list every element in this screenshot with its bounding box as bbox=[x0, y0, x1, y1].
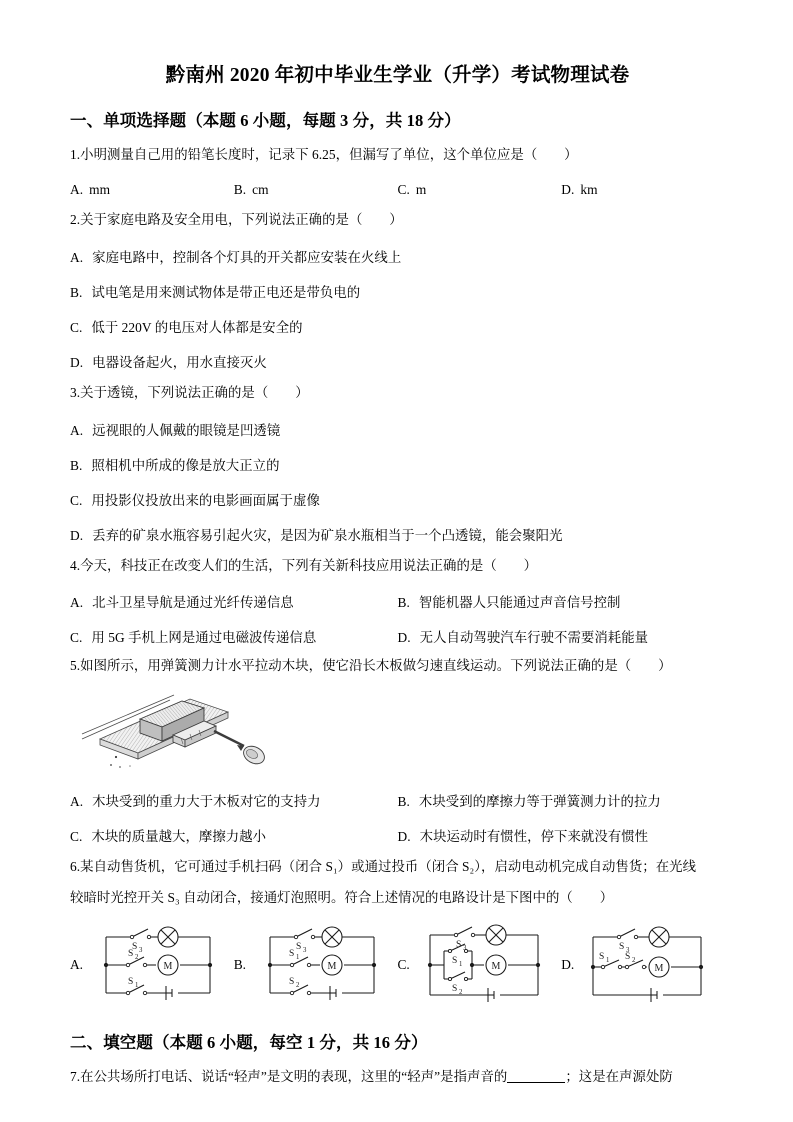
option-label: D. bbox=[70, 527, 84, 543]
question-3-option-b[interactable] bbox=[70, 455, 725, 474]
option-label: D. bbox=[561, 182, 575, 198]
question-3-option-d-row bbox=[70, 509, 725, 544]
switch-label-s3: S bbox=[132, 941, 138, 952]
option-text: 木块的质量越大，摩擦力越小 bbox=[91, 829, 267, 845]
question-1-option-c[interactable] bbox=[398, 182, 562, 198]
option-label: D. bbox=[561, 956, 575, 972]
switch-label-s3: S bbox=[455, 939, 461, 950]
option-text: 用投影仪投放出来的电影画面属于虚像 bbox=[91, 492, 320, 508]
circuit-diagram-b bbox=[256, 923, 396, 1007]
option-text: cm bbox=[252, 182, 269, 198]
question-4-options-row-1 bbox=[70, 576, 725, 611]
svg-text:1: 1 bbox=[135, 981, 139, 989]
question-3-option-d[interactable] bbox=[70, 525, 725, 544]
svg-text:3: 3 bbox=[626, 946, 630, 954]
question-1-option-a[interactable] bbox=[70, 182, 234, 198]
question-7-stem bbox=[70, 1055, 725, 1088]
question-2-option-c[interactable] bbox=[70, 317, 725, 336]
question-5-option-d[interactable] bbox=[398, 826, 726, 845]
option-text: 远视眼的人佩戴的眼镜是凹透镜 bbox=[92, 422, 281, 438]
svg-text:1: 1 bbox=[295, 953, 300, 961]
svg-text:2: 2 bbox=[295, 981, 300, 989]
question-2-option-a-row bbox=[70, 231, 725, 266]
option-label: C. bbox=[397, 956, 410, 972]
option-text: 低于 220V 的电压对人体都是安全的 bbox=[91, 319, 303, 335]
spring-scale-pulling-block-on-board-icon bbox=[78, 687, 278, 775]
option-label: C. bbox=[70, 829, 83, 845]
question-6-option-c[interactable] bbox=[398, 921, 562, 1009]
question-2-stem: 2.关于家庭电路及安全用电，下列说法正确的是（ ） bbox=[70, 212, 403, 228]
question-1-option-b[interactable] bbox=[234, 182, 398, 198]
option-label: B. bbox=[70, 457, 83, 473]
option-label: A. bbox=[70, 595, 84, 611]
motor-label: M bbox=[491, 960, 500, 972]
question-6-stem-line-2: 较暗时光控开关 S₃ 自动闭合，接通灯泡照明。符合上述情况的电路设计是下图中的（ ） bbox=[70, 889, 614, 905]
option-label: C. bbox=[397, 182, 410, 198]
option-label: B. bbox=[233, 956, 247, 972]
option-text: 试电笔是用来测试物体是带正电还是带负电的 bbox=[91, 284, 361, 300]
option-label: D. bbox=[397, 630, 411, 646]
svg-text:1: 1 bbox=[606, 956, 610, 964]
question-6-option-b[interactable] bbox=[234, 923, 398, 1007]
motor-label: M bbox=[327, 960, 337, 972]
question-5-option-a[interactable] bbox=[70, 791, 398, 810]
option-label: B. bbox=[233, 182, 247, 198]
svg-text:2: 2 bbox=[458, 988, 462, 996]
option-label: A. bbox=[70, 182, 84, 198]
motor-label: M bbox=[654, 962, 664, 974]
option-label: B. bbox=[397, 794, 410, 810]
switch-label-s1: S bbox=[128, 976, 134, 987]
switch-label-s2: S bbox=[288, 976, 295, 987]
question-5-options-row-2 bbox=[70, 810, 725, 845]
option-label: B. bbox=[70, 284, 83, 300]
option-text: 无人自动驾驶汽车行驶不需要消耗能量 bbox=[419, 630, 649, 646]
switch-label-s1: S bbox=[599, 951, 605, 962]
question-4-option-a[interactable] bbox=[70, 592, 398, 611]
question-2-option-b-row bbox=[70, 266, 725, 301]
question-2-option-d-row bbox=[70, 336, 725, 371]
question-4-option-b[interactable] bbox=[398, 592, 726, 611]
question-4-stem: 4.今天，科技正在改变人们的生活，下列有关新科技应用说法正确的是（ ） bbox=[70, 557, 538, 573]
svg-text:2: 2 bbox=[135, 953, 139, 961]
option-label: A. bbox=[70, 794, 84, 810]
option-text: 木块受到的摩擦力等于弹簧测力计的拉力 bbox=[418, 794, 661, 810]
svg-text:2: 2 bbox=[632, 956, 636, 964]
circuit-diagram-d bbox=[583, 923, 723, 1007]
option-text: 木块运动时有惯性，停下来就没有惯性 bbox=[419, 829, 649, 845]
motor-label: M bbox=[163, 960, 173, 972]
question-7-text-before-blank: 7.在公共场所打电话、说话“轻声”是文明的表现，这里的“轻声”是指声音的 bbox=[70, 1068, 508, 1084]
question-6-circuit-options bbox=[70, 909, 725, 1009]
svg-text:1: 1 bbox=[458, 960, 462, 968]
option-text: 用 5G 手机上网是通过电磁波传递信息 bbox=[91, 630, 317, 646]
question-1-option-d[interactable] bbox=[561, 182, 725, 198]
option-text: 照相机中所成的像是放大正立的 bbox=[91, 457, 280, 473]
switch-label-s2: S bbox=[625, 951, 631, 962]
circuit-diagram-c bbox=[420, 921, 560, 1009]
question-6-option-d[interactable] bbox=[561, 923, 725, 1007]
question-5-stem: 5.如图所示，用弹簧测力计水平拉动木块，使它沿长木板做匀速直线运动。下列说法正确的是（ ） bbox=[70, 658, 672, 674]
option-label: D. bbox=[70, 354, 84, 370]
question-1-options bbox=[70, 166, 725, 198]
question-5-figure bbox=[70, 677, 725, 775]
question-1-stem: 1.小明测量自己用的铅笔长度时，记录下 6.25，但漏写了单位，这个单位应是（ ） bbox=[70, 147, 578, 163]
question-2-option-b[interactable] bbox=[70, 282, 725, 301]
option-text: 智能机器人只能通过声音信号控制 bbox=[418, 595, 621, 611]
question-3-option-b-row bbox=[70, 439, 725, 474]
section-heading-multiple-choice: 一、单项选择题（本题 6 小题，每题 3 分，共 18 分） bbox=[70, 111, 461, 131]
option-text: 丢弃的矿泉水瓶容易引起火灾，是因为矿泉水瓶相当于一个凸透镜，能会聚阳光 bbox=[92, 527, 563, 543]
svg-text:3: 3 bbox=[302, 946, 307, 954]
switch-label-s3: S bbox=[619, 941, 625, 952]
question-3-option-a-row bbox=[70, 404, 725, 439]
question-6-stem-line-1: 6.某自动售货机，它可通过手机扫码（闭合 S₁）或通过投币（闭合 S₂），启动电动机完成自动售货；在光线 bbox=[70, 859, 697, 875]
switch-label-s1: S bbox=[288, 948, 295, 959]
svg-text:3: 3 bbox=[462, 944, 466, 952]
question-7-blank-1[interactable] bbox=[507, 1082, 565, 1083]
option-text: m bbox=[415, 182, 427, 198]
question-5-option-b[interactable] bbox=[398, 791, 726, 810]
option-text: 家庭电路中，控制各个灯具的开关都应安装在火线上 bbox=[92, 249, 402, 265]
question-5-option-c[interactable] bbox=[70, 826, 398, 845]
option-label: A. bbox=[70, 422, 84, 438]
option-label: C. bbox=[70, 319, 83, 335]
svg-text:3: 3 bbox=[139, 946, 143, 954]
switch-label-s2: S bbox=[128, 948, 134, 959]
question-3-stem: 3.关于透镜，下列说法正确的是（ ） bbox=[70, 384, 309, 400]
section-heading-fill-in-blank: 二、填空题（本题 6 小题，每空 1 分，共 16 分） bbox=[70, 1032, 428, 1052]
option-text: 北斗卫星导航是通过光纤传递信息 bbox=[92, 595, 294, 611]
question-3-option-c[interactable] bbox=[70, 490, 725, 509]
question-6-option-a[interactable] bbox=[70, 923, 234, 1007]
option-text: 电器设备起火，用水直接灭火 bbox=[92, 354, 267, 370]
option-text: 木块受到的重力大于木板对它的支持力 bbox=[92, 794, 321, 810]
switch-label-s3: S bbox=[295, 941, 302, 952]
page-title: 黔南州 2020 年初中毕业生学业（升学）考试物理试卷 bbox=[165, 65, 630, 86]
question-4-option-c[interactable] bbox=[70, 627, 398, 646]
question-3-option-c-row bbox=[70, 474, 725, 509]
option-label: B. bbox=[397, 595, 410, 611]
option-label: A. bbox=[70, 249, 84, 265]
question-3-option-a[interactable] bbox=[70, 420, 725, 439]
question-5-options-row-1 bbox=[70, 775, 725, 810]
question-2-option-a[interactable] bbox=[70, 247, 725, 266]
switch-label-s2: S bbox=[451, 983, 457, 994]
option-text: km bbox=[580, 182, 598, 198]
question-2-option-c-row bbox=[70, 301, 725, 336]
question-4-options-row-2 bbox=[70, 611, 725, 646]
option-label: A. bbox=[70, 956, 84, 972]
option-label: C. bbox=[70, 492, 83, 508]
switch-label-s1: S bbox=[451, 955, 457, 966]
question-2-option-d[interactable] bbox=[70, 352, 725, 371]
option-label: C. bbox=[70, 630, 83, 646]
question-7-text-after-blank: ；这是在声源处防 bbox=[565, 1068, 673, 1084]
question-4-option-d[interactable] bbox=[398, 627, 726, 646]
option-label: D. bbox=[397, 829, 411, 845]
circuit-diagram-a bbox=[92, 923, 232, 1007]
option-text: mm bbox=[89, 182, 111, 198]
